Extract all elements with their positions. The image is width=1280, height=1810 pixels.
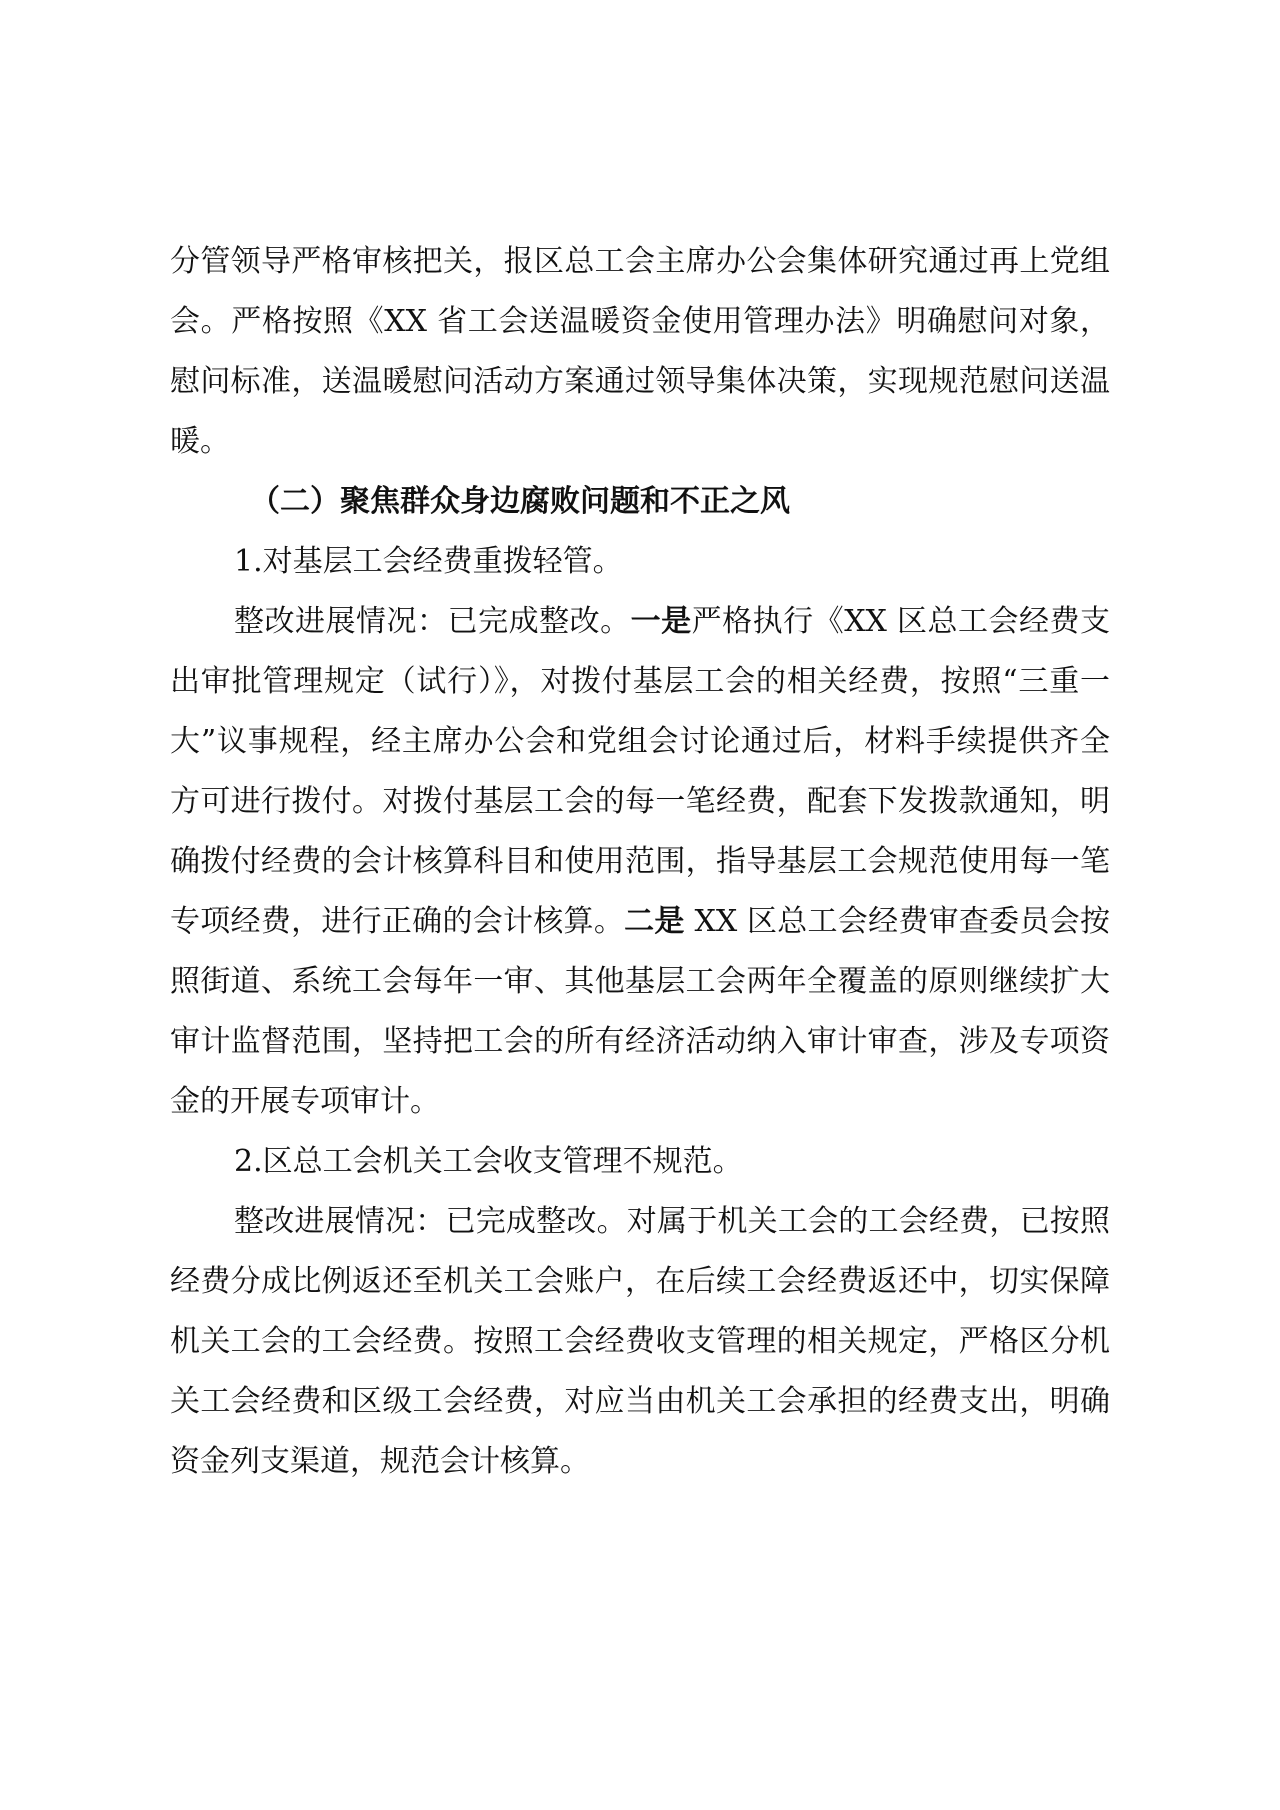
paragraph-continuation: 分管领导严格审核把关，报区总工会主席办公会集体研究通过再上党组会。严格按照《XX 省工会送温暖资金使用管理办法》明确慰问对象，慰问标准，送温暖慰问活动方案通过领导集体决策，实现规范慰问送温暖。 [170, 244, 1110, 459]
item1-point1-label: 一是 [630, 604, 692, 639]
item2-title: 2.区总工会机关工会收支管理不规范。 [234, 1144, 743, 1179]
item1-point2-text: XX 区总工会经费审查委员会按照街道、系统工会每年一审、其他基层工会两年全覆盖的原则继续扩大审计监督范围，坚持把工会的所有经济活动纳入审计审查，涉及专项资金的开展专项审计。 [170, 904, 1110, 1119]
document-page [170, 232, 1110, 1492]
section-heading: （二）聚焦群众身边腐败问题和不正之风 [250, 484, 790, 519]
item1-title: 1.对基层工会经费重拨轻管。 [234, 544, 623, 579]
item1-progress-paragraph [170, 592, 1110, 1132]
item2-progress-paragraph: 整改进展情况：已完成整改。对属于机关工会的工会经费，已按照经费分成比例返还至机关工会账户，在后续工会经费返还中，切实保障机关工会的工会经费。按照工会经费收支管理的相关规定，严格区分机关工会经费和区级工会经费，对应当由机关工会承担的经费支出，明确资金列支渠道，规范会计核算。 [170, 1204, 1110, 1479]
item1-progress-prefix: 整改进展情况：已完成整改。 [234, 604, 631, 639]
item1-point2-label: 二是 [624, 904, 685, 939]
item1-point1-text: 严格执行《XX 区总工会经费支出审批管理规定（试行）》，对拨付基层工会的相关经费，按照“三重一大”议事规程，经主席办公会和党组会讨论通过后，材料手续提供齐全方可进行拨付。对拨付基层工会的每一笔经费，配套下发拨款通知，明确拨付经费的会计核算科目和使用范围，指导基层工会规范使用每一笔专项经费，进行正确的会计核算。 [170, 604, 1111, 939]
